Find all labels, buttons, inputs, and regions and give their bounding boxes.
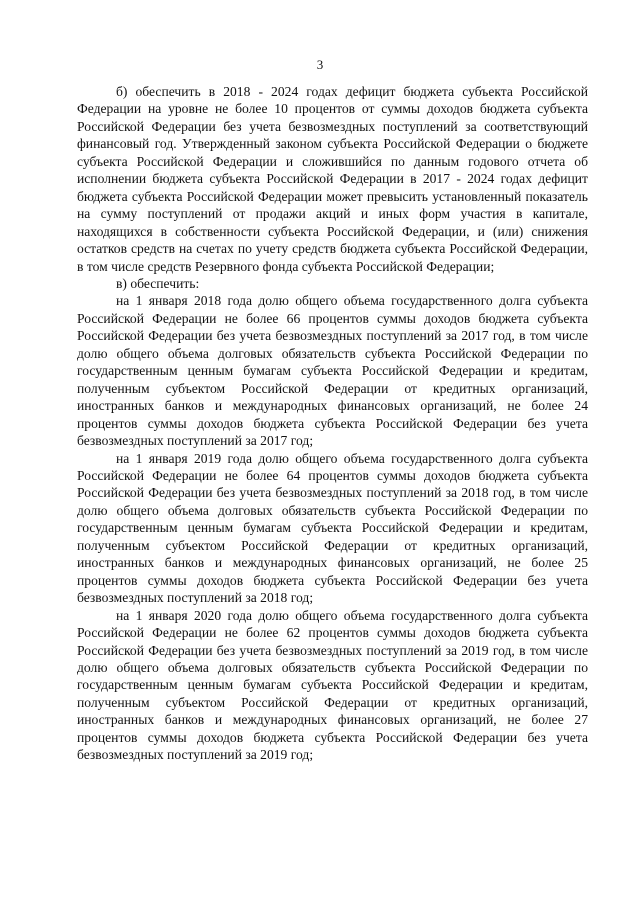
paragraph-debt-2020: на 1 января 2020 года долю общего объема государственного долга субъекта Российской Федерации не более 62 процентов суммы доходов бюджета субъекта Российской Федерации без учета безвозмездных поступлений за 2019 год, в том числе долю общего объема долговых обязательств субъекта Российской Федерации по государственным ценным бумагам субъекта Российской Федерации и кредитам, полученным субъектом Российской Федерации от кредитных организаций, иностранных банков и международных финансовых организаций, не более 27 процентов суммы доходов бюджета субъекта Российской Федерации без учета безвозмездных поступлений за 2019 год; xyxy=(77,607,588,763)
paragraph-debt-2019: на 1 января 2019 года долю общего объема государственного долга субъекта Российской Федерации не более 64 процентов суммы доходов бюджета субъекта Российской Федерации без учета безвозмездных поступлений за 2018 год, в том числе долю общего объема долговых обязательств субъекта Российской Федерации по государственным ценным бумагам субъекта Российской Федерации и кредитам, полученным субъектом Российской Федерации от кредитных организаций, иностранных банков и международных финансовых организаций, не более 25 процентов суммы доходов бюджета субъекта Российской Федерации без учета безвозмездных поступлений за 2018 год; xyxy=(77,450,588,606)
document-body xyxy=(77,83,588,764)
page-number: 3 xyxy=(316,57,324,72)
paragraph-deficit-limit: б) обеспечить в 2018 - 2024 годах дефицит бюджета субъекта Российской Федерации на уровне не более 10 процентов от суммы доходов бюджета субъекта Российской Федерации без учета безвозмездных поступлений за соответствующий финансовый год. Утвержденный законом субъекта Российской Федерации о бюджете субъекта Российской Федерации и сложившийся по данным годового отчета об исполнении бюджета субъекта Российской Федерации в 2017 - 2024 годах дефицит бюджета субъекта Российской Федерации может превысить установленный показатель на сумму поступлений от продажи акций и иных форм участия в капитале, находящихся в собственности субъекта Российской Федерации, и (или) снижения остатков средств на счетах по учету средств бюджета субъекта Российской Федерации, в том числе средств Резервного фонда субъекта Российской Федерации; xyxy=(77,84,588,274)
paragraph-debt-2018: на 1 января 2018 года долю общего объема государственного долга субъекта Российской Федерации не более 66 процентов суммы доходов бюджета субъекта Российской Федерации без учета безвозмездных поступлений за 2017 год, в том числе долю общего объема долговых обязательств субъекта Российской Федерации по государственным ценным бумагам субъекта Российской Федерации и кредитам, полученным субъектом Российской Федерации от кредитных организаций, иностранных банков и международных финансовых организаций, не более 24 процентов суммы доходов бюджета субъекта Российской Федерации без учета безвозмездных поступлений за 2017 год; xyxy=(77,293,588,449)
paragraph-provide-heading: в) обеспечить: xyxy=(116,275,200,291)
